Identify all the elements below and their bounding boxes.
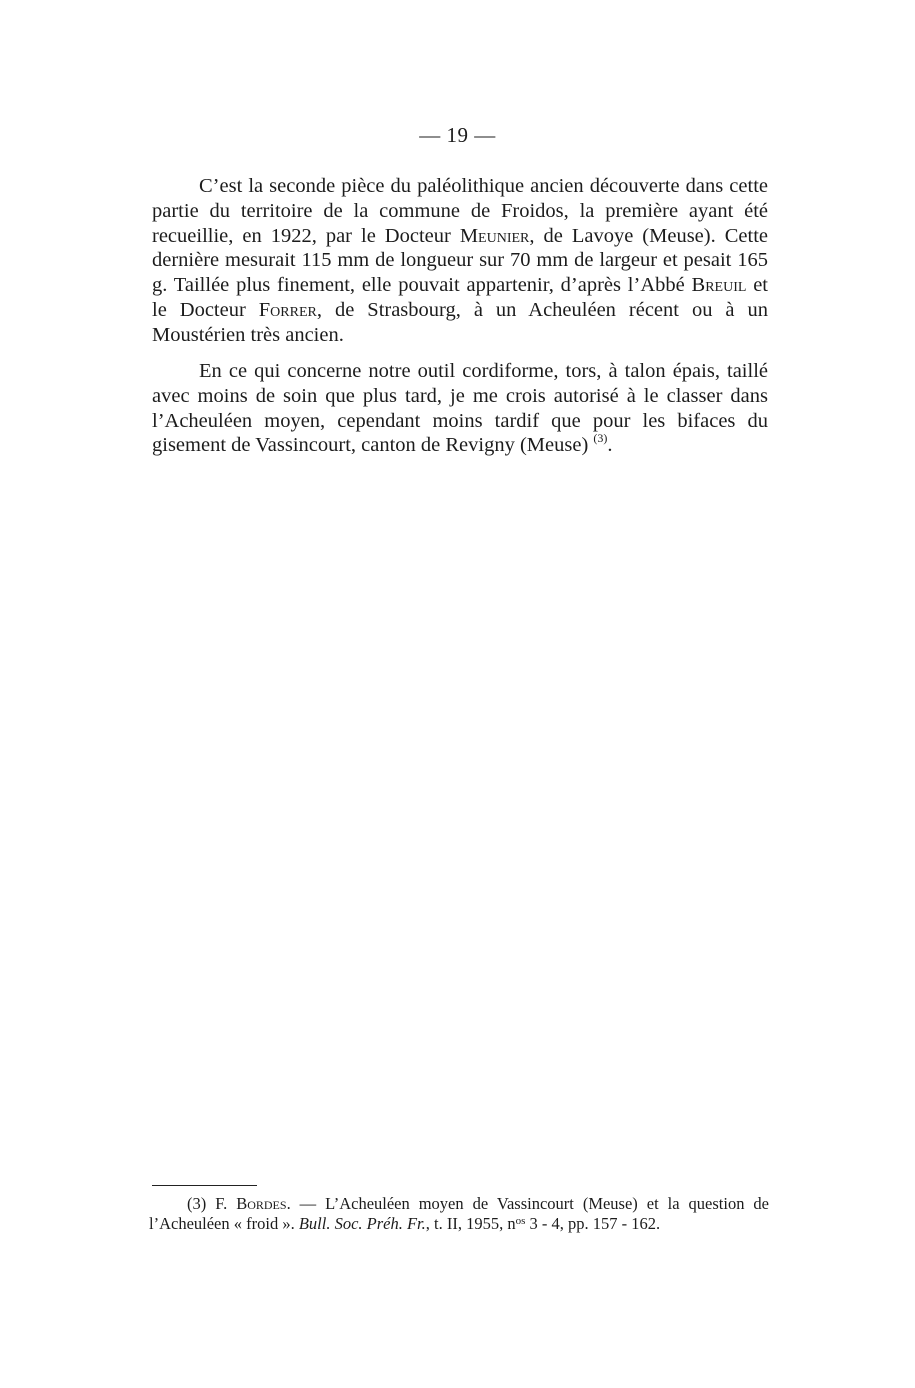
paragraph-text: C’est la seconde pièce du paléolithique ancien découverte dans cette partie du territoire de la commune de Froidos, la première ayant été recueillie, en 1922, par le Docteur bbox=[152, 175, 768, 247]
paragraph-end: . bbox=[607, 434, 613, 457]
footnote-text: , t. II, 1955, n bbox=[425, 1213, 516, 1233]
body-paragraph-1 bbox=[152, 174, 768, 348]
body-paragraph-2 bbox=[152, 359, 768, 458]
person-name-meunier: Meunier bbox=[459, 224, 530, 247]
footnote-author-name: Bordes bbox=[236, 1194, 287, 1213]
paragraph-text: et le Docteur bbox=[152, 274, 768, 321]
paragraph-text: , de Strasbourg, à un Acheuléen récent ou à un Moustérien très ancien. bbox=[152, 298, 768, 346]
footnote-reference-3: (3) bbox=[593, 431, 608, 446]
footnote-author-initial: F. bbox=[215, 1194, 228, 1213]
footnote-nos-superscript: os bbox=[515, 1214, 526, 1227]
footnote-marker: (3) bbox=[187, 1194, 207, 1213]
footnote-text: 3 - 4, pp. 157 - 162. bbox=[525, 1213, 661, 1233]
footnote-separator bbox=[152, 1185, 257, 1186]
page-number: — 19 — bbox=[419, 123, 496, 147]
footnote-journal: Bull. Soc. Préh. Fr. bbox=[298, 1213, 426, 1233]
person-name-forrer: Forrer bbox=[258, 298, 317, 321]
paragraph-text: En ce qui concerne notre outil cordiforme, tors, à talon épais, taillé avec moins de soin que plus tard, je me crois autorisé à le classer dans l’Acheuléen moyen, cependant moins tardif que pour les bifaces du gisement de Vassincourt, canton de Revigny (Meuse) bbox=[152, 360, 768, 457]
paragraph-text: , de Lavoye (Meuse). Cette dernière mesurait 115 mm de longueur sur 70 mm de largeur et pesait 165 g. Taillée plus finement, elle pouvait appartenir, d’après l’Abbé bbox=[152, 224, 768, 297]
footnote-3 bbox=[149, 1194, 769, 1233]
person-name-breuil: Breuil bbox=[691, 274, 747, 297]
footnote-text: . — L’Acheuléen moyen de Vassincourt (Meuse) et la question de l’Acheuléen « froid ». bbox=[149, 1194, 770, 1233]
